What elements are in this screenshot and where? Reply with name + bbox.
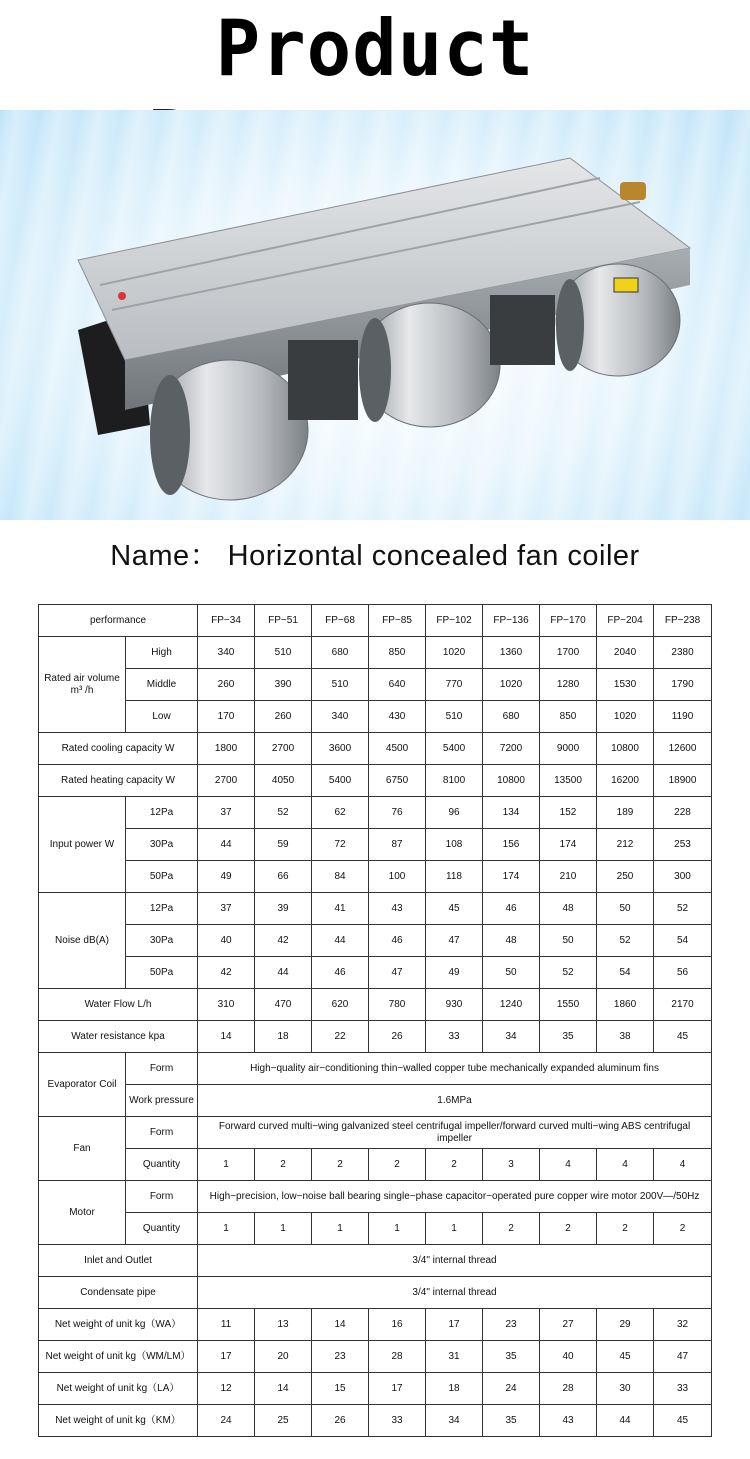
fan-coil-unit-image xyxy=(0,110,750,520)
table-cell: 212 xyxy=(597,829,654,861)
table-cell: 24 xyxy=(483,1373,540,1405)
row-label: Input power W xyxy=(39,797,126,893)
row-label: Net weight of unit kg（WA） xyxy=(39,1309,198,1341)
table-cell: 1020 xyxy=(426,637,483,669)
table-cell: 27 xyxy=(540,1309,597,1341)
row-label: Water resistance kpa xyxy=(39,1021,198,1053)
table-cell: 340 xyxy=(198,637,255,669)
sub-label: Form xyxy=(126,1181,198,1213)
table-cell: 2040 xyxy=(597,637,654,669)
table-cell: 780 xyxy=(369,989,426,1021)
table-cell: 20 xyxy=(255,1341,312,1373)
row-label: Net weight of unit kg（WM/LM） xyxy=(39,1341,198,1373)
table-cell: 770 xyxy=(426,669,483,701)
table-cell: 4050 xyxy=(255,765,312,797)
table-cell: 15 xyxy=(312,1373,369,1405)
table-cell: 1550 xyxy=(540,989,597,1021)
row-label: Water Flow L/h xyxy=(39,989,198,1021)
table-cell: 390 xyxy=(255,669,312,701)
sub-label: Middle xyxy=(126,669,198,701)
table-row xyxy=(39,1245,712,1277)
header xyxy=(0,0,750,110)
table-cell: 52 xyxy=(540,957,597,989)
table-cell: 2 xyxy=(654,1213,712,1245)
row-label: Rated heating capacity W xyxy=(39,765,198,797)
table-cell: 26 xyxy=(369,1021,426,1053)
table-cell: 1790 xyxy=(654,669,712,701)
table-cell: 2 xyxy=(255,1149,312,1181)
table-cell: 22 xyxy=(312,1021,369,1053)
table-cell-wide: Forward curved multi−wing galvanized steel centrifugal impeller/forward curved multi−wing ABS centrifugal impeller xyxy=(198,1117,712,1149)
table-cell: 76 xyxy=(369,797,426,829)
table-row xyxy=(39,1181,712,1213)
row-label: Rated cooling capacity W xyxy=(39,733,198,765)
table-cell: 40 xyxy=(198,925,255,957)
table-cell: 49 xyxy=(426,957,483,989)
table-cell: 1530 xyxy=(597,669,654,701)
table-cell-wide: High−precision, low−noise ball bearing single−phase capacitor−operated pure copper wire motor 200V—/50Hz xyxy=(198,1181,712,1213)
table-cell: 41 xyxy=(312,893,369,925)
row-label: Motor xyxy=(39,1181,126,1245)
sub-label: 50Pa xyxy=(126,957,198,989)
row-label: Inlet and Outlet xyxy=(39,1245,198,1277)
table-cell: 13500 xyxy=(540,765,597,797)
row-label: Net weight of unit kg（KM） xyxy=(39,1405,198,1437)
table-cell: 66 xyxy=(255,861,312,893)
table-row xyxy=(39,797,712,829)
table-cell: 34 xyxy=(483,1021,540,1053)
table-cell: 16200 xyxy=(597,765,654,797)
table-cell: 4 xyxy=(540,1149,597,1181)
table-cell: 170 xyxy=(198,701,255,733)
table-row xyxy=(39,861,712,893)
table-cell: 72 xyxy=(312,829,369,861)
table-cell: 850 xyxy=(540,701,597,733)
table-cell: 152 xyxy=(540,797,597,829)
table-cell: 2 xyxy=(540,1213,597,1245)
table-row xyxy=(39,1373,712,1405)
table-cell: 16 xyxy=(369,1309,426,1341)
table-cell: 96 xyxy=(426,797,483,829)
table-cell: 1860 xyxy=(597,989,654,1021)
table-cell: 23 xyxy=(483,1309,540,1341)
table-cell: 34 xyxy=(426,1405,483,1437)
table-cell: 33 xyxy=(654,1373,712,1405)
table-cell: 5400 xyxy=(426,733,483,765)
table-cell: 40 xyxy=(540,1341,597,1373)
table-row xyxy=(39,1277,712,1309)
table-cell: 30 xyxy=(597,1373,654,1405)
table-cell: 1 xyxy=(426,1213,483,1245)
table-cell: 18900 xyxy=(654,765,712,797)
table-cell: 26 xyxy=(312,1405,369,1437)
model-header: FP−68 xyxy=(312,605,369,637)
table-cell: 1190 xyxy=(654,701,712,733)
row-label: Net weight of unit kg（LA） xyxy=(39,1373,198,1405)
table-cell: 228 xyxy=(654,797,712,829)
table-cell: 1 xyxy=(198,1213,255,1245)
table-cell: 620 xyxy=(312,989,369,1021)
table-cell: 510 xyxy=(426,701,483,733)
table-row xyxy=(39,1405,712,1437)
table-cell: 28 xyxy=(540,1373,597,1405)
table-cell: 18 xyxy=(255,1021,312,1053)
table-cell: 47 xyxy=(654,1341,712,1373)
table-cell-wide: 3/4" internal thread xyxy=(198,1277,712,1309)
row-label: Evaporator Coil xyxy=(39,1053,126,1117)
table-cell: 4500 xyxy=(369,733,426,765)
table-cell: 4 xyxy=(597,1149,654,1181)
table-cell: 1360 xyxy=(483,637,540,669)
table-cell: 253 xyxy=(654,829,712,861)
table-cell: 1020 xyxy=(483,669,540,701)
table-cell: 4 xyxy=(654,1149,712,1181)
table-cell: 1240 xyxy=(483,989,540,1021)
table-cell: 50 xyxy=(540,925,597,957)
table-cell: 46 xyxy=(483,893,540,925)
table-cell: 45 xyxy=(597,1341,654,1373)
table-cell: 1 xyxy=(198,1149,255,1181)
table-cell: 930 xyxy=(426,989,483,1021)
model-header: FP−170 xyxy=(540,605,597,637)
table-row xyxy=(39,1085,712,1117)
table-cell: 29 xyxy=(597,1309,654,1341)
table-cell: 1 xyxy=(312,1213,369,1245)
sub-label: Low xyxy=(126,701,198,733)
table-cell: 45 xyxy=(426,893,483,925)
table-row xyxy=(39,733,712,765)
hero-banner xyxy=(0,110,750,520)
model-header: FP−51 xyxy=(255,605,312,637)
table-cell: 49 xyxy=(198,861,255,893)
table-cell: 250 xyxy=(597,861,654,893)
table-row xyxy=(39,637,712,669)
header-performance: performance xyxy=(39,605,198,637)
table-cell: 118 xyxy=(426,861,483,893)
table-cell: 156 xyxy=(483,829,540,861)
sub-label: Quantity xyxy=(126,1213,198,1245)
table-cell: 44 xyxy=(255,957,312,989)
table-row xyxy=(39,957,712,989)
table-cell: 38 xyxy=(597,1021,654,1053)
table-header-row xyxy=(39,605,712,637)
table-row xyxy=(39,925,712,957)
table-cell: 33 xyxy=(369,1405,426,1437)
table-cell: 52 xyxy=(597,925,654,957)
table-cell: 5400 xyxy=(312,765,369,797)
table-cell: 47 xyxy=(369,957,426,989)
table-cell: 2 xyxy=(483,1213,540,1245)
table-row xyxy=(39,1053,712,1085)
table-cell: 17 xyxy=(426,1309,483,1341)
table-cell: 46 xyxy=(369,925,426,957)
table-cell: 2 xyxy=(426,1149,483,1181)
model-header: FP−136 xyxy=(483,605,540,637)
sub-label: Form xyxy=(126,1117,198,1149)
table-cell: 31 xyxy=(426,1341,483,1373)
table-cell: 2380 xyxy=(654,637,712,669)
table-cell: 260 xyxy=(255,701,312,733)
table-cell: 47 xyxy=(426,925,483,957)
table-cell: 1 xyxy=(369,1213,426,1245)
table-cell: 1700 xyxy=(540,637,597,669)
sub-label: High xyxy=(126,637,198,669)
table-cell: 50 xyxy=(597,893,654,925)
table-cell: 189 xyxy=(597,797,654,829)
table-cell: 23 xyxy=(312,1341,369,1373)
table-row xyxy=(39,1149,712,1181)
table-cell: 210 xyxy=(540,861,597,893)
table-cell-wide: 3/4" internal thread xyxy=(198,1245,712,1277)
table-cell: 640 xyxy=(369,669,426,701)
table-cell: 680 xyxy=(312,637,369,669)
row-label: Fan xyxy=(39,1117,126,1181)
table-cell: 50 xyxy=(483,957,540,989)
table-cell: 39 xyxy=(255,893,312,925)
table-row xyxy=(39,1341,712,1373)
table-cell: 52 xyxy=(255,797,312,829)
sub-label: 50Pa xyxy=(126,861,198,893)
table-cell: 1 xyxy=(255,1213,312,1245)
table-row xyxy=(39,1309,712,1341)
table-cell: 17 xyxy=(369,1373,426,1405)
table-cell: 9000 xyxy=(540,733,597,765)
row-label: Condensate pipe xyxy=(39,1277,198,1309)
table-cell: 24 xyxy=(198,1405,255,1437)
table-cell: 48 xyxy=(483,925,540,957)
table-cell: 8100 xyxy=(426,765,483,797)
model-header: FP−85 xyxy=(369,605,426,637)
table-cell: 43 xyxy=(540,1405,597,1437)
table-cell: 3600 xyxy=(312,733,369,765)
table-cell: 2700 xyxy=(198,765,255,797)
model-header: FP−204 xyxy=(597,605,654,637)
sub-label: Quantity xyxy=(126,1149,198,1181)
table-row xyxy=(39,1117,712,1149)
table-cell: 52 xyxy=(654,893,712,925)
table-cell: 62 xyxy=(312,797,369,829)
parameters-table xyxy=(38,604,712,1437)
table-cell: 7200 xyxy=(483,733,540,765)
table-cell: 54 xyxy=(597,957,654,989)
model-header: FP−102 xyxy=(426,605,483,637)
sub-label: Form xyxy=(126,1053,198,1085)
table-cell: 87 xyxy=(369,829,426,861)
table-cell: 430 xyxy=(369,701,426,733)
table-cell: 174 xyxy=(483,861,540,893)
table-cell: 108 xyxy=(426,829,483,861)
table-row xyxy=(39,1213,712,1245)
table-cell: 6750 xyxy=(369,765,426,797)
table-cell: 44 xyxy=(198,829,255,861)
table-cell: 14 xyxy=(312,1309,369,1341)
table-cell: 42 xyxy=(198,957,255,989)
table-cell: 300 xyxy=(654,861,712,893)
table-cell: 35 xyxy=(483,1405,540,1437)
sub-label: 30Pa xyxy=(126,925,198,957)
table-cell: 35 xyxy=(540,1021,597,1053)
table-cell: 2 xyxy=(369,1149,426,1181)
sub-label: Work pressure xyxy=(126,1085,198,1117)
table-row xyxy=(39,765,712,797)
table-cell-wide: High−quality air−conditioning thin−walled copper tube mechanically expanded aluminum fins xyxy=(198,1053,712,1085)
product-name: Name： Horizontal concealed fan coiler xyxy=(110,540,640,572)
row-label: Rated air volume m³ /h xyxy=(39,637,126,733)
table-cell: 17 xyxy=(198,1341,255,1373)
table-cell: 134 xyxy=(483,797,540,829)
table-cell: 25 xyxy=(255,1405,312,1437)
table-cell: 37 xyxy=(198,797,255,829)
table-cell: 1280 xyxy=(540,669,597,701)
table-cell: 2 xyxy=(597,1213,654,1245)
table-cell: 850 xyxy=(369,637,426,669)
table-row xyxy=(39,829,712,861)
table-cell: 340 xyxy=(312,701,369,733)
table-cell: 680 xyxy=(483,701,540,733)
table-cell: 2 xyxy=(312,1149,369,1181)
table-cell: 10800 xyxy=(483,765,540,797)
table-cell: 2170 xyxy=(654,989,712,1021)
table-cell: 260 xyxy=(198,669,255,701)
table-cell: 13 xyxy=(255,1309,312,1341)
table-row xyxy=(39,669,712,701)
table-cell: 44 xyxy=(597,1405,654,1437)
model-header: FP−34 xyxy=(198,605,255,637)
table-cell: 10800 xyxy=(597,733,654,765)
table-cell: 310 xyxy=(198,989,255,1021)
sub-label: 30Pa xyxy=(126,829,198,861)
table-row xyxy=(39,989,712,1021)
table-cell: 33 xyxy=(426,1021,483,1053)
table-cell: 48 xyxy=(540,893,597,925)
table-cell: 54 xyxy=(654,925,712,957)
table-row xyxy=(39,893,712,925)
table-cell: 45 xyxy=(654,1021,712,1053)
table-row xyxy=(39,701,712,733)
table-cell: 174 xyxy=(540,829,597,861)
table-cell: 1800 xyxy=(198,733,255,765)
table-cell: 43 xyxy=(369,893,426,925)
sub-label: 12Pa xyxy=(126,797,198,829)
table-cell: 45 xyxy=(654,1405,712,1437)
sub-label: 12Pa xyxy=(126,893,198,925)
table-cell: 2700 xyxy=(255,733,312,765)
table-cell: 28 xyxy=(369,1341,426,1373)
table-row xyxy=(39,1021,712,1053)
table-cell: 84 xyxy=(312,861,369,893)
table-cell: 42 xyxy=(255,925,312,957)
table-cell: 1020 xyxy=(597,701,654,733)
table-cell: 59 xyxy=(255,829,312,861)
table-cell: 100 xyxy=(369,861,426,893)
table-cell: 510 xyxy=(312,669,369,701)
table-cell: 32 xyxy=(654,1309,712,1341)
table-cell: 12 xyxy=(198,1373,255,1405)
table-cell: 18 xyxy=(426,1373,483,1405)
table-cell: 46 xyxy=(312,957,369,989)
model-header: FP−238 xyxy=(654,605,712,637)
table-cell: 35 xyxy=(483,1341,540,1373)
table-cell: 11 xyxy=(198,1309,255,1341)
table-cell: 14 xyxy=(255,1373,312,1405)
table-cell: 14 xyxy=(198,1021,255,1053)
table-cell: 56 xyxy=(654,957,712,989)
table-cell-wide: 1.6MPa xyxy=(198,1085,712,1117)
table-cell: 44 xyxy=(312,925,369,957)
page-title: Product xyxy=(215,3,535,94)
table-cell: 470 xyxy=(255,989,312,1021)
row-label: Noise dB(A) xyxy=(39,893,126,989)
table-cell: 37 xyxy=(198,893,255,925)
table-cell: 12600 xyxy=(654,733,712,765)
table-cell: 3 xyxy=(483,1149,540,1181)
table-cell: 510 xyxy=(255,637,312,669)
